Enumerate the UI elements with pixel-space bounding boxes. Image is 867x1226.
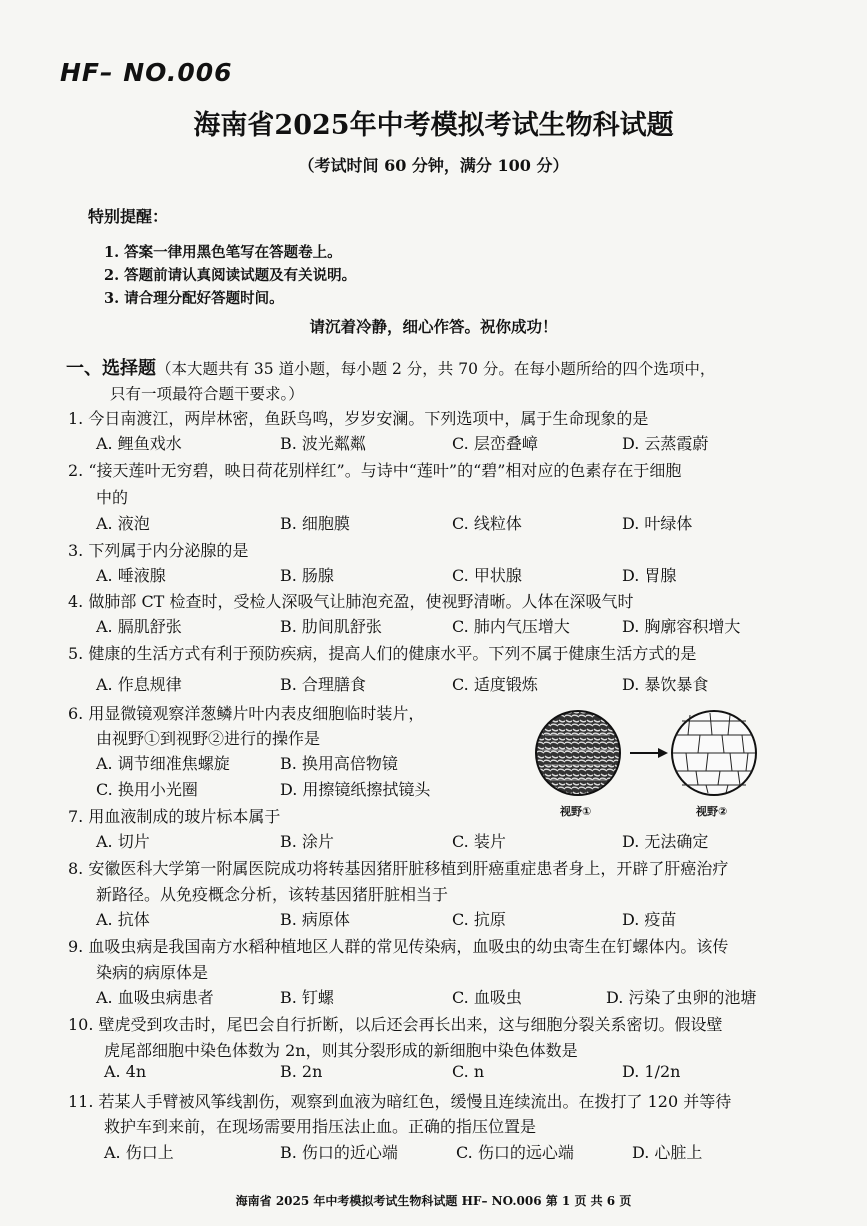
- option-a: A. 伤口上: [104, 1143, 174, 1162]
- question-options: [0, 431, 867, 459]
- option-a: A. 膈肌舒张: [96, 617, 182, 636]
- question-stem: 11. 若某人手臂被风筝线割伤，观察到血液为暗红色，缓慢且连续流出。在拨打了 120 并等待: [68, 1092, 732, 1111]
- section-desc-2: 只有一项最符合题干要求。）: [110, 385, 304, 403]
- question-stem: 2. “接天莲叶无穷碧，映日荷花别样红”。与诗中“莲叶”的“碧”相对应的色素存在于细胞: [68, 461, 682, 480]
- question-stem: 5. 健康的生活方式有利于预防疾病，提高人们的健康水平。下列不属于健康生活方式的是: [68, 644, 697, 663]
- option-a: A. 唾液腺: [96, 566, 166, 585]
- question-options: [0, 563, 867, 591]
- option-d: D. 胃腺: [622, 566, 677, 585]
- option-a: A. 4n: [104, 1062, 147, 1081]
- reminder-heading: 特别提醒：: [88, 207, 169, 226]
- option-c: C. 层峦叠嶂: [452, 434, 538, 453]
- view1-label: 视野①: [560, 805, 592, 818]
- option-b: B. 肋间肌舒张: [280, 617, 382, 636]
- question-options: [0, 511, 867, 539]
- view1-circle: [536, 711, 620, 795]
- option-c: C. 适度锻炼: [452, 675, 538, 694]
- page-title: 海南省2025年中考模拟考试生物科试题: [193, 110, 674, 141]
- view2-label: 视野②: [696, 805, 728, 818]
- option-b: B. 涂片: [280, 832, 334, 851]
- question-options: [0, 907, 867, 935]
- question-stem: 10. 壁虎受到攻击时，尾巴会自行折断，以后还会再长出来，这与细胞分裂关系密切。假设壁: [68, 1015, 723, 1034]
- question-options: [0, 1062, 867, 1090]
- option-c: C. 换用小光圈: [96, 780, 198, 799]
- option-a: A. 作息规律: [96, 675, 182, 694]
- option-a: A. 液泡: [96, 514, 150, 533]
- option-b: B. 2n: [280, 1062, 323, 1081]
- question-stem-cont: 虎尾部细胞中染色体数为 2n，则其分裂形成的新细胞中染色体数是: [104, 1041, 578, 1060]
- option-d: D. 用擦镜纸擦拭镜头: [280, 780, 431, 799]
- reminder-rule: 1. 答案一律用黑色笔写在答题卷上。: [104, 244, 342, 261]
- reminder-rule: 3. 请合理分配好答题时间。: [104, 290, 284, 307]
- option-d: D. 心脏上: [632, 1143, 703, 1162]
- question-options: [0, 751, 520, 779]
- option-b: B. 波光粼粼: [280, 434, 366, 453]
- question-stem-cont: 中的: [96, 488, 129, 507]
- option-d: D. 污染了虫卵的池塘: [606, 988, 757, 1007]
- option-c: C. 血吸虫: [452, 988, 522, 1007]
- question-stem-cont: 染病的病原体是: [96, 963, 209, 982]
- option-a: A. 抗体: [96, 910, 150, 929]
- option-a: A. 血吸虫病患者: [96, 988, 214, 1007]
- question-stem-cont: 救护车到来前，在现场需要用指压法止血。正确的指压位置是: [104, 1117, 537, 1136]
- option-b: B. 肠腺: [280, 566, 334, 585]
- question-options: [0, 985, 867, 1013]
- option-c: C. n: [452, 1062, 485, 1081]
- question-stem: 4. 做肺部 CT 检查时，受检人深吸气让肺泡充盈，使视野清晰。人体在深吸气时: [68, 592, 634, 611]
- option-a: A. 鲤鱼戏水: [96, 434, 182, 453]
- question-stem: 9. 血吸虫病是我国南方水稻种植地区人群的常见传染病，血吸虫的幼虫寄生在钉螺体内。该传: [68, 937, 729, 956]
- option-b: B. 换用高倍物镜: [280, 754, 398, 773]
- option-b: B. 钉螺: [280, 988, 334, 1007]
- option-d: D. 暴饮暴食: [622, 675, 709, 694]
- question-options: [0, 777, 520, 805]
- reminder-rule: 2. 答题前请认真阅读试题及有关说明。: [104, 267, 357, 284]
- question-options: [0, 614, 867, 642]
- option-b: B. 伤口的近心端: [280, 1143, 398, 1162]
- option-d: D. 无法确定: [622, 832, 709, 851]
- option-c: C. 甲状腺: [452, 566, 522, 585]
- paper-code: HF– NO.006: [60, 58, 233, 87]
- motto: 请沉着冷静，细心作答。祝你成功！: [309, 317, 558, 336]
- option-a: A. 调节细准焦螺旋: [96, 754, 230, 773]
- question-options: [0, 672, 867, 700]
- option-b: B. 合理膳食: [280, 675, 366, 694]
- option-a: A. 切片: [96, 832, 150, 851]
- option-c: C. 伤口的远心端: [456, 1143, 574, 1162]
- option-c: C. 抗原: [452, 910, 506, 929]
- question-stem: 1. 今日南渡江，两岸林密，鱼跃鸟鸣，岁岁安澜。下列选项中，属于生命现象的是: [68, 409, 649, 428]
- question-stem: 6. 用显微镜观察洋葱鳞片叶内表皮细胞临时装片，: [68, 704, 425, 723]
- question-stem: 8. 安徽医科大学第一附属医院成功将转基因猪肝脏移植到肝癌重症患者身上，开辟了肝癌治疗: [68, 859, 729, 878]
- option-c: C. 肺内气压增大: [452, 617, 570, 636]
- page-footer: 海南省 2025 年中考模拟考试生物科试题 HF– NO.006 第 1 页 共 6 页: [235, 1194, 632, 1208]
- option-d: D. 胸廓容积增大: [622, 617, 741, 636]
- question-stem-cont: 新路径。从免疫概念分析，该转基因猪肝脏相当于: [96, 885, 449, 904]
- section-desc: （本大题共有 35 道小题，每小题 2 分，共 70 分。在每小题所给的四个选项中，: [156, 360, 716, 378]
- option-d: D. 叶绿体: [622, 514, 693, 533]
- question-stem-cont: 由视野①到视野②进行的操作是: [96, 729, 321, 748]
- section-header: [66, 355, 856, 383]
- option-d: D. 疫苗: [622, 910, 677, 929]
- option-c: C. 线粒体: [452, 514, 522, 533]
- question-options: [0, 829, 867, 857]
- option-b: B. 病原体: [280, 910, 350, 929]
- section-heading: 一、选择题: [66, 358, 156, 379]
- option-d: D. 云蒸霞蔚: [622, 434, 709, 453]
- exam-info: （考试时间 60 分钟，满分 100 分）: [298, 156, 569, 175]
- question-options: [0, 1140, 867, 1168]
- option-b: B. 细胞膜: [280, 514, 350, 533]
- question-stem: 3. 下列属于内分泌腺的是: [68, 541, 249, 560]
- option-d: D. 1/2n: [622, 1062, 681, 1081]
- question-stem: 7. 用血液制成的玻片标本属于: [68, 807, 281, 826]
- option-c: C. 装片: [452, 832, 506, 851]
